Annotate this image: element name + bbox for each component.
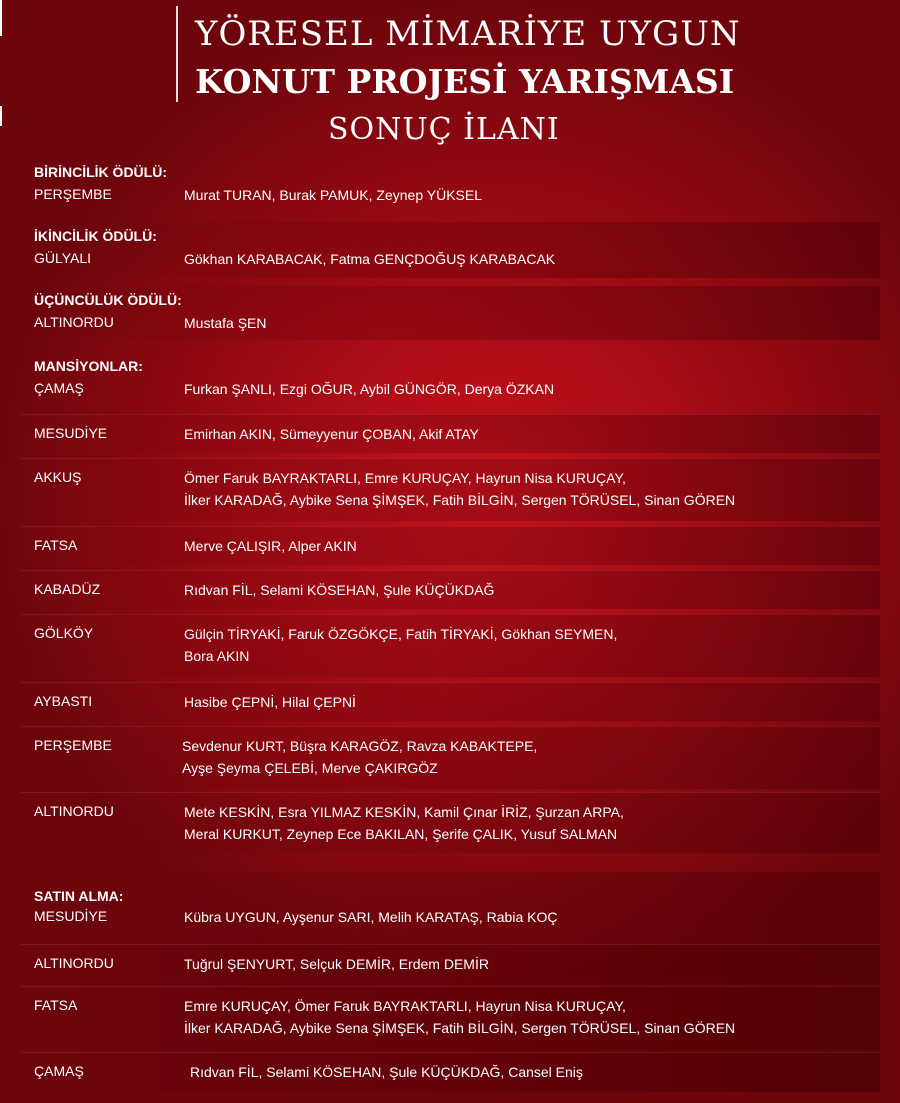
entry-names: [184, 623, 617, 667]
section-title: İKİNCİLİK ÖDÜLÜ:: [34, 228, 157, 244]
list-item: [20, 614, 880, 677]
entry-name-line: Mustafa ŞEN: [184, 315, 267, 331]
entry-names: [184, 906, 557, 928]
entry-place: ALTINORDU: [34, 955, 114, 971]
entry-name-line: Ömer Faruk BAYRAKTARLI, Emre KURUÇAY, Hayrun Nisa KURUÇAY,: [184, 470, 626, 486]
entry-name-line: Tuğrul ŞENYURT, Selçuk DEMİR, Erdem DEMİR: [184, 956, 489, 972]
entry-place: KABADÜZ: [34, 581, 101, 597]
entry-name-line: Murat TURAN, Burak PAMUK, Zeynep YÜKSEL: [184, 187, 482, 203]
list-item: [20, 310, 880, 338]
entry-name-line: Ayşe Şeyma ÇELEBİ, Merve ÇAKIRGÖZ: [182, 760, 438, 776]
entry-place: MESUDİYE: [34, 908, 108, 924]
entry-name-line: Rıdvan FİL, Selami KÖSEHAN, Şule KÜÇÜKDAĞ, Cansel Eniş: [190, 1064, 583, 1080]
entry-place: ÇAMAŞ: [34, 1063, 84, 1079]
header-divider: [176, 6, 178, 102]
list-item: [20, 246, 880, 276]
entry-name-line: Gülçin TİRYAKİ, Faruk ÖZGÖKÇE, Fatih TİRYAKİ, Gökhan SEYMEN,: [184, 626, 618, 642]
entry-place: ÇAMAŞ: [34, 380, 84, 396]
section-title: SATIN ALMA:: [34, 888, 124, 904]
list-item: [20, 374, 880, 408]
entry-name-line: Emirhan AKIN, Sümeyyenur ÇOBAN, Akif ATAY: [184, 426, 479, 442]
entry-name-line: İlker KARADAĞ, Aybike Sena ŞİMŞEK, Fatih BİLGİN, Sergen TÖRÜSEL, Sinan GÖREN: [184, 1020, 736, 1036]
entry-place: FATSA: [34, 537, 78, 553]
entry-place: PERŞEMBE: [34, 186, 112, 202]
entry-name-line: Rıdvan FİL, Selami KÖSEHAN, Şule KÜÇÜKDAĞ: [184, 582, 495, 598]
list-item: [20, 182, 880, 212]
entry-name-line: Emre KURUÇAY, Ömer Faruk BAYRAKTARLI, Hayrun Nisa KURUÇAY,: [184, 998, 626, 1014]
list-item: [20, 792, 880, 853]
section-ikincilik: [20, 222, 880, 278]
list-item: [20, 526, 880, 565]
header-title-line2: KONUT PROJESİ YARIŞMASI: [195, 62, 735, 101]
entry-names: [182, 735, 537, 779]
entry-names: [184, 995, 735, 1039]
entry-names: [184, 248, 555, 270]
entry-place: AYBASTI: [34, 693, 93, 709]
list-item: [20, 682, 880, 721]
entry-names: [184, 423, 479, 445]
entry-names: [184, 312, 266, 334]
entry-name-line: Hasibe ÇEPNİ, Hilal ÇEPNİ: [184, 694, 356, 710]
list-item: [20, 944, 880, 983]
list-item: [20, 726, 880, 789]
entry-names: [184, 467, 735, 511]
entry-names: [184, 801, 624, 845]
entry-place: ALTINORDU: [34, 803, 114, 819]
list-item: [20, 1052, 880, 1091]
entry-name-line: Kübra UYGUN, Ayşenur SARI, Melih KARATAŞ, Rabia KOÇ: [184, 909, 558, 925]
section-ucunculuk: [20, 286, 880, 340]
entry-place: AKKUŞ: [34, 469, 82, 485]
entry-place: PERŞEMBE: [34, 737, 112, 753]
entry-name-line: Furkan ŞANLI, Ezgi OĞUR, Aybil GÜNGÖR, Derya ÖZKAN: [184, 381, 555, 397]
header-subtitle: SONUÇ İLANI: [328, 112, 560, 147]
entry-name-line: Gökhan KARABACAK, Fatma GENÇDOĞUŞ KARABACAK: [184, 251, 556, 267]
entry-name-line: Meral KURKUT, Zeynep Ece BAKILAN, Şerife ÇALIK, Yusuf SALMAN: [184, 826, 618, 842]
entry-place: MESUDİYE: [34, 425, 108, 441]
entry-names: [184, 691, 356, 713]
header-title-line1: YÖRESEL MİMARİYE UYGUN: [195, 14, 741, 54]
list-item: [20, 904, 880, 940]
entry-name-line: Bora AKIN: [184, 648, 250, 664]
section-title: MANSİYONLAR:: [34, 358, 143, 374]
entry-names: [184, 184, 482, 206]
entry-names: [184, 535, 357, 557]
section-title: ÜÇÜNCÜLÜK ÖDÜLÜ:: [34, 292, 182, 308]
entry-name-line: Mete KESKİN, Esra YILMAZ KESKİN, Kamil Çınar İRİZ, Şurzan ARPA,: [184, 804, 624, 820]
section-satin-alma: [20, 872, 880, 1092]
entry-names: [190, 1061, 583, 1083]
entry-names: [184, 579, 494, 601]
entry-names: [184, 953, 489, 975]
entry-place: GÖLKÖY: [34, 625, 94, 641]
list-item: [20, 458, 880, 521]
entry-place: FATSA: [34, 997, 78, 1013]
list-item: [20, 570, 880, 609]
announcement-header: [0, 0, 900, 160]
entry-name-line: Sevdenur KURT, Büşra KARAGÖZ, Ravza KABAKTEPE,: [182, 738, 538, 754]
entry-name-line: İlker KARADAĞ, Aybike Sena ŞİMŞEK, Fatih BİLGİN, Sergen TÖRÜSEL, Sinan GÖREN: [184, 492, 736, 508]
section-mansiyonlar: [20, 352, 880, 852]
entry-place: ALTINORDU: [34, 314, 114, 330]
list-item: [20, 414, 880, 453]
list-item: [20, 986, 880, 1049]
entry-names: [184, 378, 554, 400]
entry-name-line: Merve ÇALIŞIR, Alper AKIN: [184, 538, 357, 554]
section-title: BİRİNCİLİK ÖDÜLÜ:: [34, 164, 167, 180]
section-birincilik: [20, 160, 880, 214]
entry-place: GÜLYALI: [34, 250, 92, 266]
